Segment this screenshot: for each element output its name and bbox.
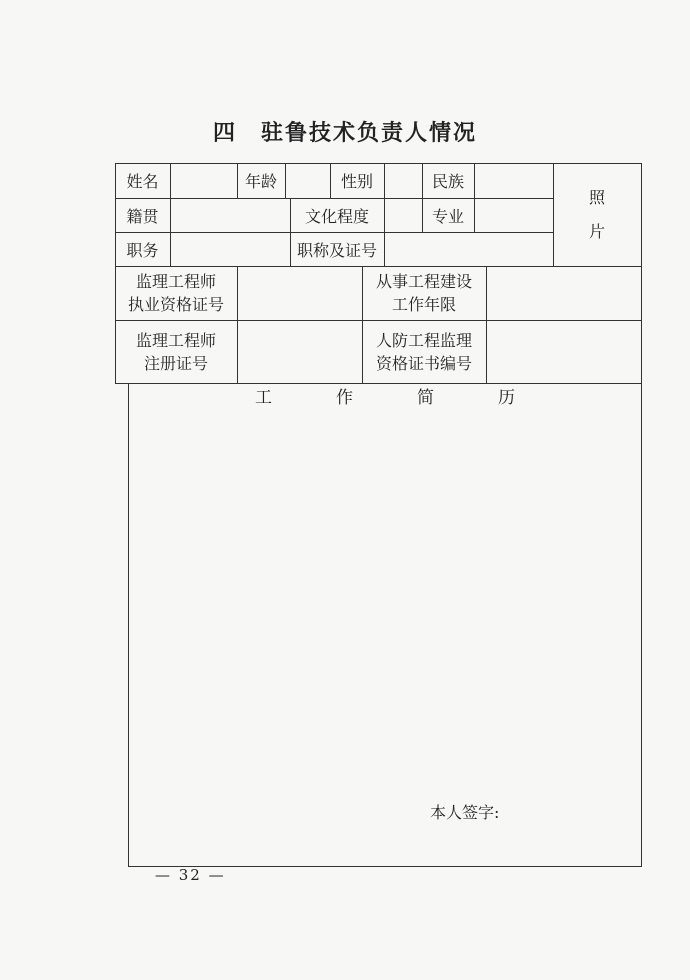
education-label: 文化程度 — [304, 206, 369, 226]
title-cert-label: 职称及证号 — [296, 240, 377, 260]
work-years-label-line1: 从事工程建设 — [375, 272, 472, 291]
practice-cert-label-line2: 执业资格证号 — [127, 295, 224, 314]
hometown-value[interactable] — [170, 198, 290, 232]
position-label: 职务 — [126, 240, 159, 260]
civil-defense-label — [362, 320, 486, 383]
photo-box[interactable] — [553, 163, 641, 266]
civil-defense-label-line1: 人防工程监理 — [375, 330, 472, 350]
major-value[interactable] — [474, 198, 553, 232]
ethnicity-label: 民族 — [431, 172, 464, 191]
signature-label: 本人签字: — [430, 803, 500, 822]
work-years-value[interactable] — [486, 266, 641, 320]
page-number: — 32 — — [155, 866, 226, 884]
major-label: 专业 — [431, 206, 464, 226]
work-history-char: 简 — [417, 388, 434, 408]
age-value[interactable] — [285, 163, 330, 198]
gender-value[interactable] — [384, 163, 422, 198]
age-label: 年龄 — [244, 172, 277, 191]
work-history-char: 作 — [336, 388, 353, 408]
education-value[interactable] — [384, 198, 422, 232]
work-years-label-line2: 工作年限 — [391, 295, 456, 314]
practice-cert-value[interactable] — [237, 266, 362, 320]
photo-label-line1: 照 — [588, 187, 605, 207]
civil-defense-value[interactable] — [486, 320, 641, 383]
civil-defense-label-line2: 资格证书编号 — [375, 353, 472, 373]
name-label: 姓名 — [126, 172, 159, 191]
practice-cert-label-line1: 监理工程师 — [135, 272, 216, 291]
registration-label-line1: 监理工程师 — [135, 330, 216, 350]
photo-label-line2: 片 — [588, 221, 605, 241]
position-value[interactable] — [170, 232, 290, 266]
hometown-label: 籍贯 — [126, 206, 159, 226]
work-history-area[interactable] — [129, 410, 640, 790]
table-border-right — [641, 163, 642, 867]
work-history-char: 历 — [498, 388, 515, 408]
title-cert-value[interactable] — [384, 232, 553, 266]
work-years-label — [362, 266, 486, 320]
registration-value[interactable] — [237, 320, 362, 383]
section-title: 四 驻鲁技术负责人情况 — [212, 120, 477, 146]
practice-cert-label — [115, 266, 237, 320]
work-history-title — [255, 383, 515, 408]
name-value[interactable] — [170, 163, 237, 198]
ethnicity-value[interactable] — [474, 163, 553, 198]
work-history-char: 工 — [255, 388, 272, 408]
registration-label-line2: 注册证号 — [143, 353, 208, 373]
gender-label: 性别 — [340, 172, 373, 191]
registration-label — [115, 320, 237, 383]
